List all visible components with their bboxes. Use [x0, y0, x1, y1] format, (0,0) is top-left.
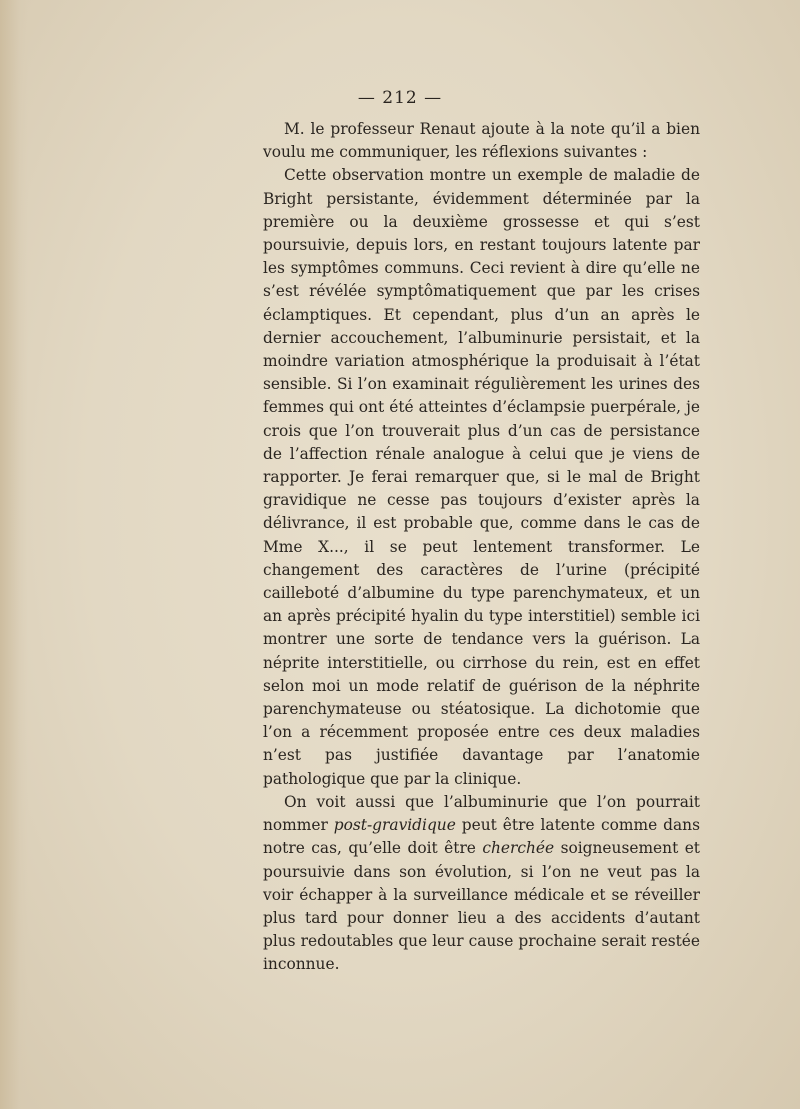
page-number: — 212 — [357, 88, 443, 108]
paragraph-conclusion-part-2: peut être latente comme dans notre cas, qu’elle doit être [263, 816, 700, 858]
paragraph-observation: Cette observation montre un exemple de maladie de Bright persistante, évidemment déterminée par la première ou la deuxième grossesse et qui s’est poursuivie, depuis lors, en restant toujours latente par les symptômes communs. Ceci revient à dire qu’elle ne s’est révélée symptômatiquement que par les crises éclamptiques. Et cependant, plus d’un an après le dernier accouchement, l’albuminurie persistait, et la moindre variation atmosphérique la produisait à l’état sensible. Si l’on examinait régulièrement les urines des femmes qui ont été atteintes d’éclampsie puerpérale, je crois que l’on trouverait plus d’un cas de persistance de l’affection rénale analogue à celui que je viens de rapporter. Je ferai remarquer que, si le mal de Bright gravidique ne cesse pas toujours d’exister après la délivrance, il est probable que, comme dans le cas de Mme X..., il se peut lentement transformer. Le changement des caractères de l’urine (précipité caillebоté d’albumine du type parenchymateux, et un an après précipité hyalin du type interstitiel) semble ici montrer une sorte de tendance vers la guérison. La néprite interstitielle, ou cirrhose du rein, est en effet selon moi un mode relatif de guérison de la néphrite parenchymateuse ou stéatosique. La dichotomie que l’on a récemment proposée entre ces deux maladies n’est pas justifiée davantage par l’anatomie pathologique que par la clinique. [263, 166, 700, 788]
emphasis-cherchee: cherchée [482, 839, 555, 858]
emphasis-post-gravidique: post-gravidique [333, 816, 456, 835]
body-text [263, 118, 700, 977]
paragraph-conclusion [263, 791, 700, 977]
paragraph-conclusion-part-1: On voit aussi que l’albuminurie que l’on pourrait nommer [263, 792, 700, 835]
page-edge-shadow [0, 0, 28, 1109]
paragraph-conclusion-part-3: soigneusement et poursuivie dans son évolution, si l’on ne veut pas la voir échapper à la surveillance médicale et se réveiller plus tard pour donner lieu a des accidents d’autant plus redoutables que leur cause prochaine serait restée inconnue. [263, 839, 700, 974]
paragraph-intro: M. le professeur Renaut ajoute à la note qu’il a bien voulu me communiquer, les réflexions suivantes : [263, 120, 700, 162]
